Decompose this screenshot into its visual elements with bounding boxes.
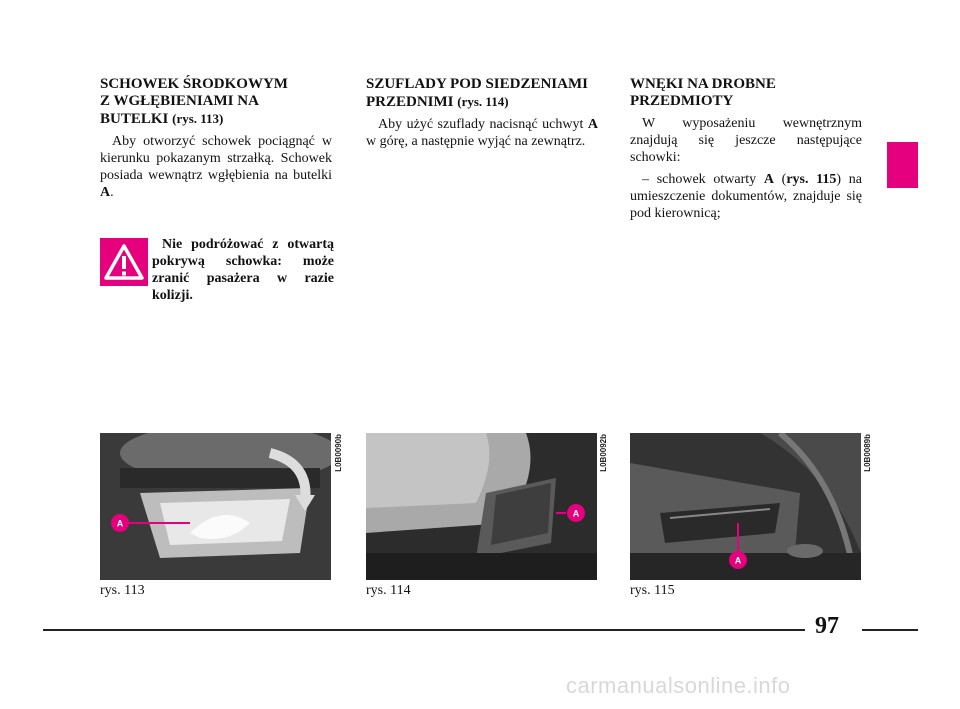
figure-code: L0B0089b [863,434,872,472]
figure-label-a: A [734,555,742,566]
label-reference: A [587,117,598,132]
section-heading: WNĘKI NA DROBNE PRZEDMIOTY [630,76,776,109]
footer-rule-right [862,629,918,631]
section-small-compartments [630,76,862,222]
figure-code: L0B0090b [334,434,343,472]
watermark: carmanualsonline.info [566,673,791,698]
heading-text: SZUFLADY POD SIEDZENIAMI PRZEDNIMI [366,76,588,110]
paragraph [366,116,598,150]
figure-label-a: A [116,518,124,529]
figure-reference: rys. 115 [786,172,837,187]
figure-113-photo [100,433,331,580]
figure-code: L0B0092b [599,434,608,472]
paragraph-end: ) na umieszczenie dokumentów, znajduje się pod kierownicą; [630,172,862,221]
paragraph-text: Aby otworzyć schowek pociągnąć w kierunku pokazanym strzałką. Schowek posiada wewnątrz wgłębienia na butelki [100,134,332,183]
label-reference: A [763,172,774,187]
figure-caption: rys. 114 [366,583,411,598]
figure-caption: rys. 113 [100,583,145,598]
paragraph-end: w górę, a następnie wyjąć na zewnątrz. [366,134,586,149]
warning-icon [100,238,148,286]
label-reference: A [100,185,111,200]
paragraph [100,133,332,201]
figure-reference: (rys. 113) [172,111,224,126]
warning-box [100,236,334,303]
section-tab [887,142,918,188]
figure-reference: (rys. 114) [457,94,509,109]
warning-text: Nie podróżować z otwartą pokrywą schowka: może zranić pasażera w razie kolizji. [152,237,334,303]
paragraph-text-mid: ( [773,172,787,187]
section-seat-drawers [366,76,598,150]
figure-114-photo [366,433,597,580]
paragraph-text: – schowek otwarty [642,172,764,187]
section-heading [100,76,332,128]
section-heading [366,76,598,111]
paragraph-text: Aby użyć szuflady nacisnąć uchwyt [378,117,588,132]
paragraph-end: . [110,185,114,200]
heading-text: SCHOWEK ŚRODKOWYM Z WGŁĘBIENIAMI NA BUTELKI [100,76,288,127]
figure-label-a: A [572,508,580,519]
figure-caption: rys. 115 [630,583,675,598]
paragraph [630,171,862,222]
section-center-storage [100,76,332,201]
paragraph: W wyposażeniu wewnętrznym znajdują się jeszcze następujące schowki: [630,116,862,165]
page-number: 97 [815,613,839,639]
footer-rule-left [43,629,805,631]
figure-115-photo [630,433,861,580]
